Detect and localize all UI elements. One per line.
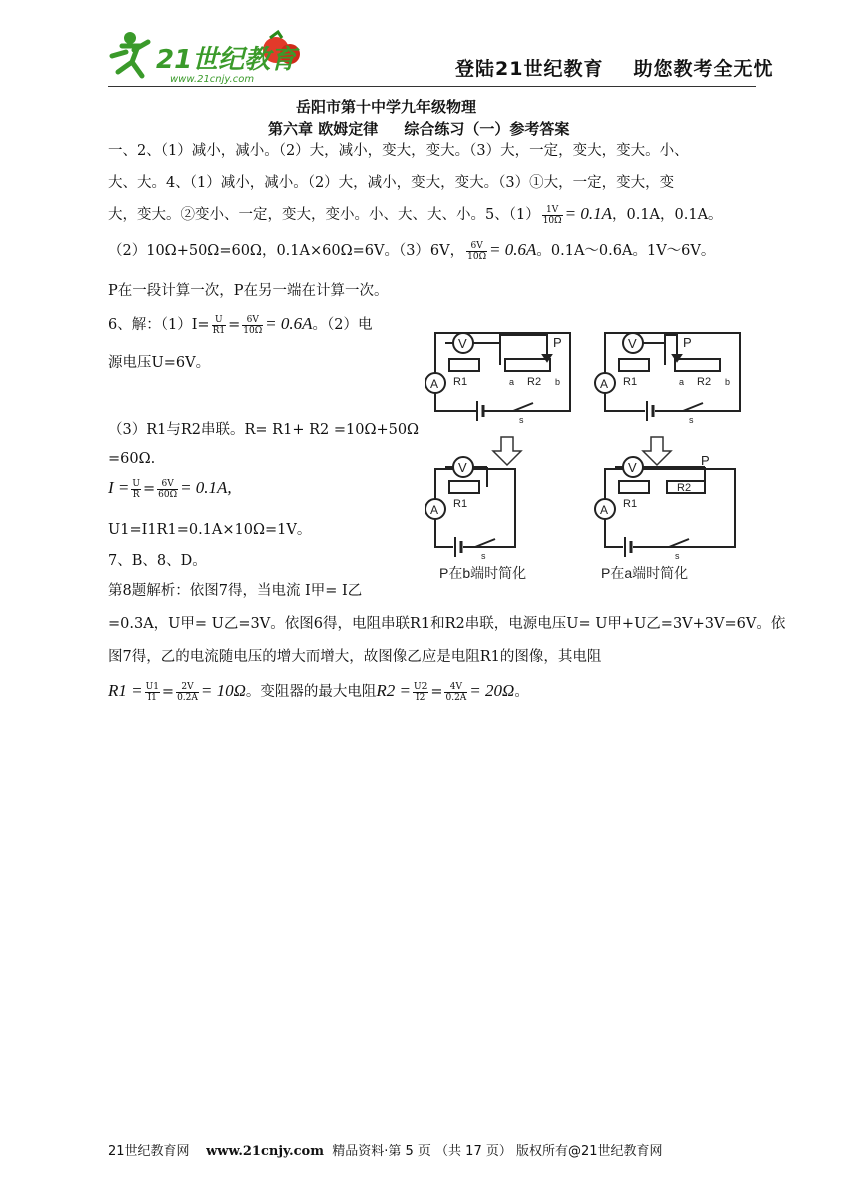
svg-text:A: A <box>600 377 609 391</box>
svg-text:P: P <box>701 453 710 468</box>
logo-text: 21世纪教育 <box>156 45 297 75</box>
page-footer <box>108 1140 663 1159</box>
svg-text:R1: R1 <box>623 498 638 510</box>
svg-text:P: P <box>553 335 562 350</box>
answer-line-16: R1 = $\frac{U1}{I1}$ = $\frac{2V}{0.2A}$ = 10Ω。变阻器的最大电阻R2 = $\frac{U2}{I2}$ = $\frac{4V}{0.2A}$ = 20Ω。 <box>108 681 529 703</box>
header-slogan <box>455 54 803 81</box>
resistor-r1 <box>619 481 649 493</box>
circuit-top-right <box>595 333 740 425</box>
fraction: $\frac{6V}{60\Omega}$ <box>158 478 178 500</box>
fraction: $\frac{U2}{I2}$ <box>414 681 428 703</box>
resistor-r1 <box>449 359 479 371</box>
equation: = 20Ω <box>469 681 515 700</box>
svg-text:A: A <box>430 503 439 517</box>
equation: = 0.6A <box>265 314 313 333</box>
arrow-down-icon <box>643 437 671 465</box>
answer-line-14: =0.3A，U甲= U乙=3V。依图6得，电阻串联R1和R2串联，电源电压U= U甲+U乙=3V+3V=6V。依 <box>108 616 786 632</box>
answer-line-9: =60Ω. <box>108 451 156 467</box>
fraction: $\frac{U}{R}$ <box>132 478 140 500</box>
answer-line-6-tail: 。（2）电 <box>312 317 373 333</box>
svg-text:V: V <box>628 460 637 475</box>
svg-text:s: s <box>519 415 524 425</box>
answer-line-1: 一、2、（1）减小，减小。（2）大，减小，变大，变大。（3）大，一定，变大，变大。小、 <box>108 143 689 159</box>
equation: I = <box>108 478 130 497</box>
svg-text:R2: R2 <box>697 376 712 388</box>
runner-icon <box>112 32 148 76</box>
resistor-r1 <box>449 481 479 493</box>
svg-text:A: A <box>600 503 609 517</box>
resistor-r1 <box>619 359 649 371</box>
equation: R1 = <box>108 681 143 700</box>
fraction: $\frac{2V}{0.2A}$ <box>177 681 198 703</box>
fraction: $\frac{1V}{10\Omega}$ <box>542 204 562 226</box>
chapter-title <box>268 118 569 139</box>
svg-text:V: V <box>628 336 637 351</box>
svg-text:a: a <box>509 377 515 387</box>
slogan-left: 登陆21世纪教育 <box>455 58 604 80</box>
logo-url: www.21cnjy.com <box>170 74 255 85</box>
rheostat-r2 <box>505 359 550 371</box>
caption-left: P在b端时简化 <box>439 565 527 581</box>
logo <box>108 28 308 86</box>
answer-line-6-text: 6、解：（1）I= <box>108 317 210 333</box>
svg-text:P: P <box>683 335 692 350</box>
caption-right: P在a端时简化 <box>601 565 689 581</box>
answer-line-4-text: （2）10Ω+50Ω=60Ω，0.1A×60Ω=6V。（3）6V， <box>108 243 465 259</box>
arrow-down-icon <box>493 437 521 465</box>
slogan-right: 助您教考全无忧 <box>633 58 774 80</box>
fraction: $\frac{U}{R1}$ <box>212 314 226 336</box>
answer-line-16-tail: 。 <box>514 684 529 700</box>
rheostat-r2 <box>675 359 720 371</box>
answer-line-2: 大、大。4、（1）减小，减小。（2）大，减小，变大，变大。（3）①大，一定，变大，变 <box>108 175 675 191</box>
svg-text:V: V <box>458 336 467 351</box>
svg-text:b: b <box>725 377 731 387</box>
circuit-top-left <box>425 333 570 425</box>
footer-info: 精品资料·第 5 页 （共 17 页） 版权所有@21世纪教育网 <box>332 1144 663 1159</box>
header-divider <box>108 86 756 87</box>
fraction: $\frac{U1}{I1}$ <box>145 681 159 703</box>
equation: = 10Ω <box>200 681 246 700</box>
svg-text:a: a <box>679 377 685 387</box>
fraction: $\frac{6V}{10\Omega}$ <box>243 314 263 336</box>
svg-text:A: A <box>430 377 439 391</box>
answer-line-4-tail: 。0.1A～0.6A。1V～6V。 <box>536 243 716 259</box>
answer-line-3-tail: ，0.1A，0.1A。 <box>611 207 723 223</box>
svg-text:b: b <box>555 377 561 387</box>
equation: = 0.1A, <box>180 478 232 497</box>
answer-line-4 <box>108 239 715 262</box>
answer-line-6: 6、解：（1）I= $\frac{U}{R1}$ = $\frac{6V}{10\Omega}$ = 0.6A。（2）电 <box>108 314 373 336</box>
svg-text:R1: R1 <box>453 376 468 388</box>
equation: = 0.6A <box>489 240 537 259</box>
answer-line-7: 源电压U=6V。 <box>108 355 211 371</box>
equation: R2 = <box>376 681 412 700</box>
chapter-name: 第六章 欧姆定律 <box>268 120 379 138</box>
circuit-bottom-right <box>595 453 735 561</box>
svg-text:s: s <box>675 551 680 561</box>
answer-line-16-text: 。变阻器的最大电阻 <box>245 684 377 700</box>
fraction: $\frac{4V}{0.2A}$ <box>445 681 467 703</box>
circuit-diagrams <box>425 325 755 585</box>
answer-line-11: U1=I1R1=0.1A×10Ω=1V。 <box>108 522 312 538</box>
fraction: $\frac{6V}{10\Omega}$ <box>467 240 487 262</box>
answer-line-10: I = $\frac{U}{R}$ = $\frac{6V}{60\Omega}$ = 0.1A, <box>108 478 232 500</box>
answer-line-5: P在一段计算一次，P在另一端在计算一次。 <box>108 283 389 299</box>
answer-line-13: 第8题解析：依图7得，当电流 I甲= I乙 <box>108 583 363 599</box>
answer-line-15: 图7得，乙的电流随电压的增大而增大，故图像乙应是电阻R1的图像，其电阻 <box>108 649 602 665</box>
footer-site: 21世纪教育网 <box>108 1144 190 1159</box>
svg-text:R1: R1 <box>623 376 638 388</box>
svg-text:V: V <box>458 460 467 475</box>
answer-line-8: （3）R1与R2串联。R= R1+ R2 =10Ω+50Ω <box>108 422 420 438</box>
svg-text:R2: R2 <box>677 482 692 494</box>
svg-text:s: s <box>689 415 694 425</box>
answer-line-12: 7、B、8、D。 <box>108 553 207 569</box>
svg-text:R2: R2 <box>527 376 542 388</box>
exercise-name: 综合练习（一）参考答案 <box>404 120 570 138</box>
svg-text:s: s <box>481 551 486 561</box>
circuit-bottom-left <box>425 457 515 561</box>
school-title: 岳阳市第十中学九年级物理 <box>296 98 477 116</box>
answer-line-3-text: 大，变大。②变小、一定，变大，变小。小、大、大、小。5、（1） <box>108 207 540 223</box>
equation: = 0.1A <box>564 204 612 223</box>
footer-url: www.21cnjy.com <box>206 1144 324 1159</box>
svg-text:R1: R1 <box>453 498 468 510</box>
answer-line-3 <box>108 203 723 226</box>
